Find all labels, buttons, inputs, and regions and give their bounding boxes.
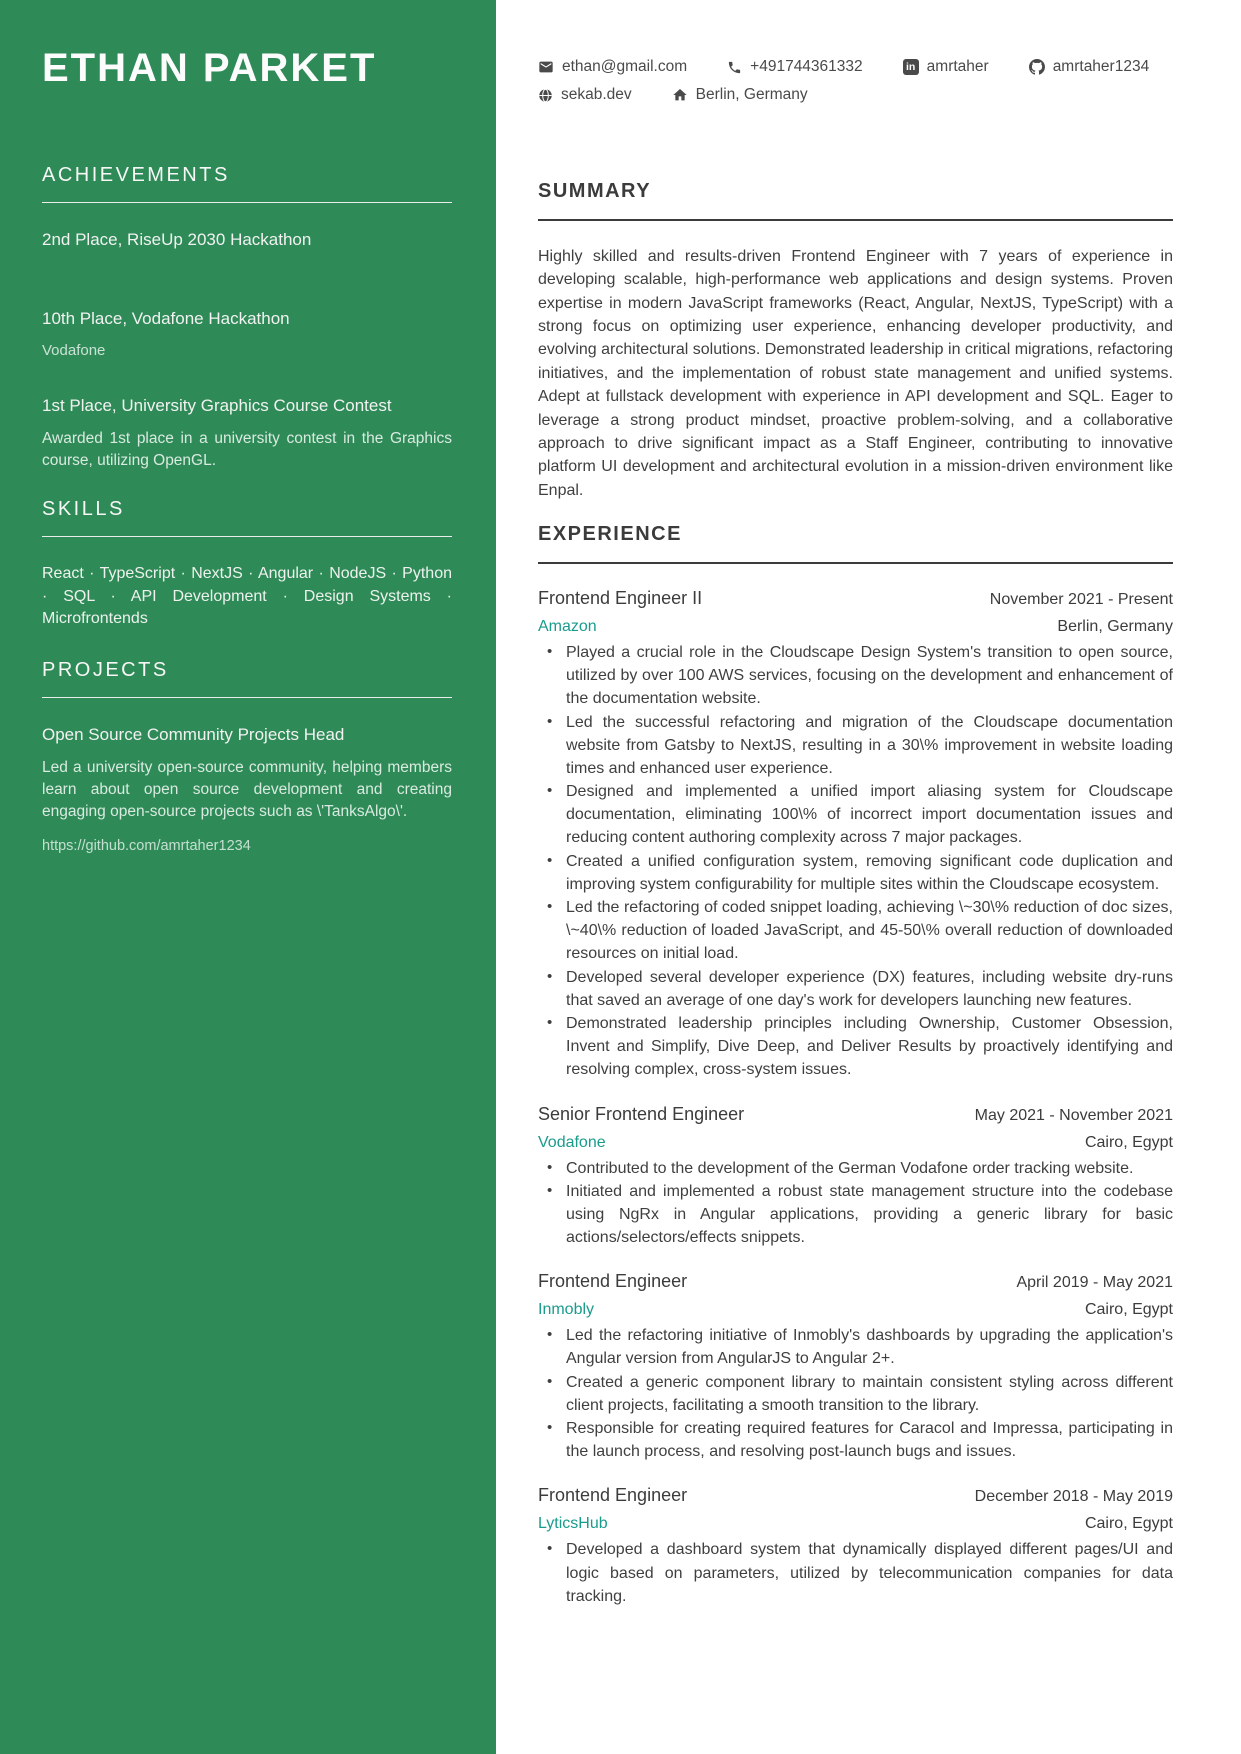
experience-section xyxy=(538,523,1173,1608)
job-dates: April 2019 - May 2021 xyxy=(1016,1274,1173,1292)
achievement-title: 10th Place, Vodafone Hackathon xyxy=(42,309,290,329)
achievement-item xyxy=(42,395,452,472)
section-divider xyxy=(538,562,1173,564)
envelope-icon xyxy=(538,59,554,75)
summary-heading: SUMMARY xyxy=(538,180,652,202)
job-title: Frontend Engineer xyxy=(538,1271,688,1292)
contact-github-value: amrtaher1234 xyxy=(1052,58,1150,75)
project-github-link[interactable]: https://github.com/amrtaher1234 xyxy=(42,838,251,855)
job-title: Frontend Engineer II xyxy=(538,587,703,608)
job-company: Amazon xyxy=(538,617,597,635)
phone-icon xyxy=(727,60,742,75)
contact-phone[interactable] xyxy=(727,58,863,76)
contact-linkedin[interactable] xyxy=(903,58,989,76)
project-title: Open Source Community Projects Head xyxy=(42,724,345,744)
job-bullet: • Developed a dashboard system that dynamically displayed different pages/UI and logic based on parameters, utilized by telecommunication companies for data tracking. xyxy=(538,1538,1173,1608)
achievement-issuer: Vodafone xyxy=(42,342,106,360)
job-bullet: • Created a unified configuration system, removing significant code duplication and improving system configurability for multiple sites within the Cloudscape ecosystem. xyxy=(538,850,1173,896)
job-company: Vodafone xyxy=(538,1133,606,1151)
skills-heading: SKILLS xyxy=(42,497,125,520)
job-bullet: • Developed several developer experience (DX) features, including website dry-runs that saved an average of one day's work for developers launching new features. xyxy=(538,966,1173,1012)
job-bullet: • Created a generic component library to maintain consistent styling across different client projects, facilitating a smooth transition to the library. xyxy=(538,1371,1173,1417)
job-header xyxy=(538,1485,1173,1506)
github-icon xyxy=(1029,59,1045,75)
job-subheader xyxy=(538,618,1173,636)
job-bullet: • Led the refactoring of coded snippet loading, achieving \~30\% reduction of doc sizes, \~40\% reduction of loaded JavaScript, and 45-50\% overall reduction of downloaded resources on initial load. xyxy=(538,896,1173,966)
sidebar xyxy=(0,0,496,1754)
job-bullets xyxy=(538,641,1173,1082)
main-column xyxy=(496,0,1241,1754)
achievement-description: Awarded 1st place in a university contest in the Graphics course, utilizing OpenGL. xyxy=(42,429,452,469)
achievement-item xyxy=(42,308,452,361)
achievement-item xyxy=(42,229,452,251)
achievements-section xyxy=(42,164,452,472)
job-bullet: • Led the refactoring initiative of Inmobly's dashboards by upgrading the application's Angular version from AngularJS to Angular 2+. xyxy=(538,1324,1173,1370)
contact-location-value: Berlin, Germany xyxy=(695,86,808,103)
job-dates: December 2018 - May 2019 xyxy=(974,1488,1173,1506)
job-bullet: • Contributed to the development of the German Vodafone order tracking website. xyxy=(538,1157,1173,1180)
summary-section xyxy=(538,180,1173,502)
contact-phone-value: +491744361332 xyxy=(750,58,863,75)
contact-row-1 xyxy=(538,58,1173,76)
job-bullet: • Designed and implemented a unified import aliasing system for Cloudscape documentation, eliminating 100\% of incorrect import documentation issues and reducing content authoring complexity across 7 major packages. xyxy=(538,780,1173,850)
projects-heading: PROJECTS xyxy=(42,658,169,681)
summary-text: Highly skilled and results-driven Frontend Engineer with 7 years of experience in developing scalable, high-performance web applications and design systems. Proven expertise in modern JavaScript frameworks (React, Angular, NextJS, TypeScript) with a strong focus on optimizing user experience, enhancing developer productivity, and evolving architectural solutions. Demonstrated leadership in critical migrations, refactoring initiatives, and the implementation of robust state management and unified systems. Adept at fullstack development with experience in API development and SQL. Eager to leverage a strong product mindset, proactive problem-solving, and a collaborative approach to drive significant impact as a Staff Engineer, contributing to innovative platform UI development and architectural evolution in a mission-driven environment like Enpal. xyxy=(538,248,1173,499)
job-bullet: • Played a crucial role in the Cloudscape Design System's transition to open source, utilized by over 100 AWS services, focusing on the development and enhancement of the documentation website. xyxy=(538,641,1173,711)
job-header xyxy=(538,588,1173,609)
job-bullets xyxy=(538,1157,1173,1250)
job-subheader xyxy=(538,1515,1173,1533)
achievement-title: 2nd Place, RiseUp 2030 Hackathon xyxy=(42,230,312,249)
contact-email[interactable] xyxy=(538,58,687,76)
skills-section xyxy=(42,498,452,631)
job-title: Frontend Engineer xyxy=(538,1485,688,1506)
job-entry xyxy=(538,1271,1173,1463)
section-divider xyxy=(42,697,452,698)
job-title: Senior Frontend Engineer xyxy=(538,1103,745,1124)
contact-website-value: sekab.dev xyxy=(561,86,632,103)
projects-section xyxy=(42,659,452,854)
section-divider xyxy=(42,202,452,203)
job-location: Cairo, Egypt xyxy=(1084,1515,1173,1533)
contact-row-2 xyxy=(538,86,1173,104)
job-header xyxy=(538,1104,1173,1125)
experience-heading: EXPERIENCE xyxy=(538,522,682,545)
job-location: Berlin, Germany xyxy=(1057,617,1173,635)
job-company: Inmobly xyxy=(538,1301,595,1319)
job-location: Cairo, Egypt xyxy=(1084,1301,1173,1319)
person-name: ETHAN PARKET xyxy=(42,46,377,90)
job-subheader xyxy=(538,1134,1173,1152)
job-entry xyxy=(538,1104,1173,1250)
job-bullet: • Responsible for creating required features for Caracol and Impressa, participating in the launch process, and resolving post-launch bugs and issues. xyxy=(538,1417,1173,1463)
contact-github[interactable] xyxy=(1029,58,1150,76)
globe-icon xyxy=(538,88,553,103)
job-entry xyxy=(538,588,1173,1082)
skills-list: React · TypeScript · NextJS · Angular · NodeJS · Python · SQL · API Development · Design Systems · Microfrontends xyxy=(42,564,452,628)
contact-location xyxy=(672,86,808,104)
job-bullets xyxy=(538,1324,1173,1463)
contact-email-value: ethan@gmail.com xyxy=(562,58,688,75)
job-dates: November 2021 - Present xyxy=(989,590,1173,608)
achievement-title: 1st Place, University Graphics Course Contest xyxy=(42,395,392,415)
job-company: LyticsHub xyxy=(538,1515,608,1533)
job-bullet: • Led the successful refactoring and migration of the Cloudscape documentation website from Gatsby to NextJS, resulting in a 30\% improvement in website loading times and enhanced user experience. xyxy=(538,711,1173,781)
job-header xyxy=(538,1271,1173,1292)
section-divider xyxy=(538,219,1173,221)
contact-header xyxy=(538,58,1173,104)
job-subheader xyxy=(538,1301,1173,1319)
contact-website[interactable] xyxy=(538,86,632,104)
home-icon xyxy=(672,87,688,103)
project-description: Led a university open-source community, helping members learn about open source development and creating engaging open-source projects such as \'TanksAlgo\'. xyxy=(42,759,452,821)
job-bullet: • Demonstrated leadership principles including Ownership, Customer Obsession, Invent and Simplify, Dive Deep, and Deliver Results by proactively identifying and resolving complex, cross-system issues. xyxy=(538,1012,1173,1082)
job-bullets xyxy=(538,1538,1173,1608)
job-entry xyxy=(538,1485,1173,1608)
job-dates: May 2021 - November 2021 xyxy=(974,1106,1173,1124)
linkedin-icon: in xyxy=(903,59,919,75)
job-location: Cairo, Egypt xyxy=(1084,1133,1173,1151)
section-divider xyxy=(42,536,452,537)
job-bullet: • Initiated and implemented a robust state management structure into the codebase using NgRx in Angular applications, providing a generic library for basic actions/selectors/effects snippets. xyxy=(538,1180,1173,1250)
achievements-heading: ACHIEVEMENTS xyxy=(42,164,230,186)
contact-linkedin-value: amrtaher xyxy=(926,58,989,75)
